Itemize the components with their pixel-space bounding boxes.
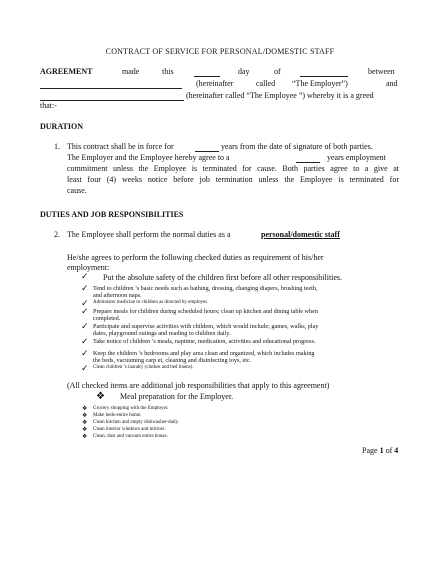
check-icon: ✓ — [81, 321, 89, 331]
duration-line5: cause. — [67, 186, 87, 195]
agreement-line2-b: called — [256, 79, 276, 88]
duration-line2-b: years employment — [327, 153, 386, 162]
diamond-bullet-icon: ❖ — [82, 427, 88, 433]
blank-day — [194, 69, 220, 77]
duration-line1-b: years from the date of signature of both parties. — [221, 142, 373, 151]
duty-item-7a: Keep the children ’s bedrooms and play area clean and organized, which includes making — [93, 350, 315, 357]
duties-number: 2. — [54, 230, 60, 239]
check-icon: ✓ — [81, 283, 89, 293]
duty-item-3: Administer medicine to children as directed by employer. — [93, 300, 208, 305]
duty-item-4b: completed. — [93, 315, 121, 322]
diamond-bullet-icon: ❖ — [96, 391, 105, 402]
duration-line4: least four (4) weeks notice before job termination unless the Employee is terminated for — [67, 175, 399, 184]
page-total: 4 — [394, 446, 399, 455]
agreement-word-between: between — [368, 67, 395, 76]
duty-item-4a: Prepare meals for children during scheduled hours; clean up kitchen and dining table when — [93, 308, 318, 315]
duty-item-7b: the beds, vacuuming carp et, cleaning and disinfecting toys, etc. — [93, 357, 252, 364]
duration-line1-a: This contract shall be in force for — [67, 142, 174, 151]
duty-item-5a: Participate and supervise activities with children, which would include; games, walks, play — [93, 323, 319, 330]
extra-duty-2: Make beds-entire home. — [93, 413, 142, 418]
blank-employment-years — [296, 155, 320, 163]
check-icon: ✓ — [81, 336, 89, 346]
meal-preparation: Meal preparation for the Employer. — [120, 392, 234, 401]
duration-line3: commitment unless the Employee is terminated for cause. Both parties agree to a give at — [67, 164, 399, 173]
duty-item-1: Put the absolute safety of the children first before all other responsibilities. — [103, 273, 343, 282]
blank-employer-name — [40, 81, 182, 89]
agreement-line2-d: and — [386, 79, 398, 88]
agreement-line3: (hereinafter called “The Employee ”) whereby it is a greed — [186, 91, 374, 100]
agreement-line2-a: (hereinafter — [196, 79, 234, 88]
additional-duties-note: (All checked items are additional job responsibilities that apply to this agreement) — [67, 381, 330, 390]
duty-item-5b: dates, playground outings and reading to children daily. — [93, 330, 231, 337]
duty-item-8: Clean children ’s laundry (clothes and bed linens). — [93, 365, 194, 370]
blank-years — [195, 144, 219, 152]
extra-duty-1: Grocery shopping with the Employer. — [93, 406, 169, 411]
agreement-label: AGREEMENT — [40, 67, 93, 76]
duties-heading: DUTIES AND JOB RESPONSIBILITIES — [40, 210, 184, 219]
extra-duty-4: Clean interior windows and mirrors. — [93, 427, 166, 432]
duration-heading: DURATION — [40, 122, 83, 131]
duties-job-title: personal/domestic staff — [261, 230, 340, 239]
check-icon: ✓ — [81, 306, 89, 316]
diamond-bullet-icon: ❖ — [82, 434, 88, 440]
duties-intro-1: He/she agrees to perform the following checked duties as requirement of his/her — [67, 253, 324, 262]
diamond-bullet-icon: ❖ — [82, 413, 88, 419]
document-title: CONTRACT OF SERVICE FOR PERSONAL/DOMESTIC STAFF — [105, 47, 335, 56]
duties-line1-a: The Employee shall perform the normal duties as a — [67, 230, 231, 239]
extra-duty-3: Clean kitchen and empty dishwasher-daily. — [93, 420, 180, 425]
blank-employee-name — [40, 93, 184, 101]
agreement-word-this: this — [162, 67, 174, 76]
page-of: of — [385, 446, 393, 455]
page-number — [362, 446, 398, 456]
duration-line2-a: The Employer and the Employee hereby agree to a — [67, 153, 230, 162]
duty-item-2b: and afternoon naps. — [93, 292, 142, 299]
check-icon: ✓ — [81, 298, 89, 308]
blank-month — [300, 69, 348, 77]
agreement-word-made: made — [122, 67, 140, 76]
duties-intro-2: employment: — [67, 263, 110, 272]
duty-item-6: Take notice of children ’s meals, naptime, medication, activities and educational progress. — [93, 338, 316, 345]
check-icon: ✓ — [81, 348, 89, 358]
extra-duty-5: Clean, dust and vacuum entire house. — [93, 434, 168, 439]
check-icon: ✓ — [81, 363, 89, 373]
agreement-word-of: of — [274, 67, 281, 76]
agreement-word-day: day — [238, 67, 250, 76]
page-label: Page — [362, 446, 378, 455]
duty-item-2a: Tend to children ’s basic needs such as bathing, dressing, changing diapers, brushing teeth, — [93, 285, 318, 292]
agreement-line4: that:- — [40, 101, 57, 110]
diamond-bullet-icon: ❖ — [82, 420, 88, 426]
agreement-line2-c: “The Employer”) — [292, 79, 348, 88]
duration-number: 1. — [54, 142, 60, 151]
check-icon: ✓ — [81, 271, 89, 281]
diamond-bullet-icon: ❖ — [82, 406, 88, 412]
page-current: 1 — [379, 446, 384, 455]
